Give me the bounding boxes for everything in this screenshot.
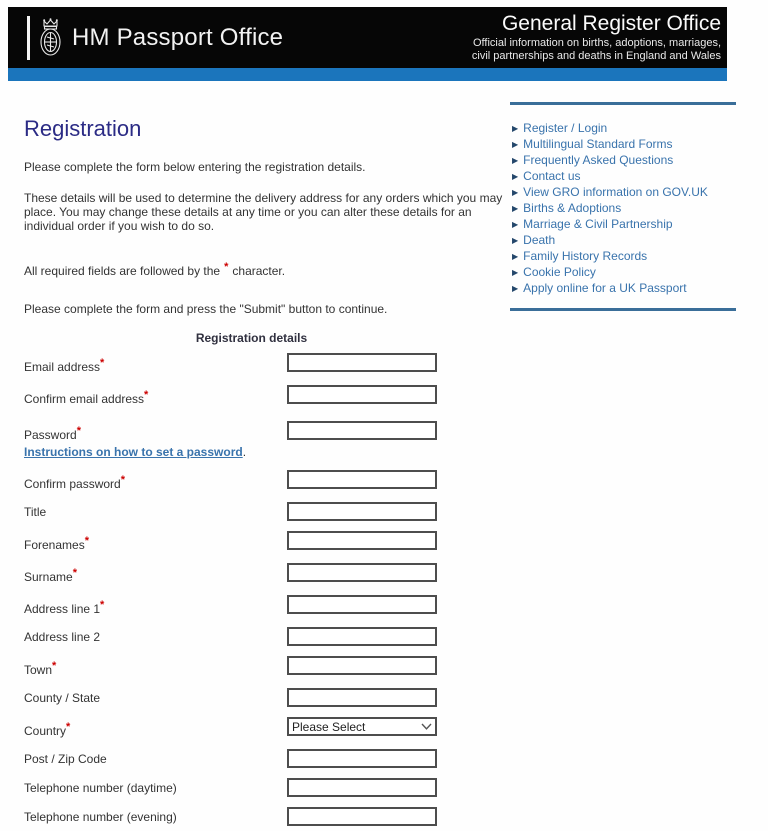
gro-subtitle-line2: civil partnerships and deaths in England and Wales (471, 49, 721, 62)
required-asterisk: * (224, 261, 229, 273)
field-label-text: Confirm password (24, 477, 121, 491)
field-label-text: Telephone number (daytime) (24, 781, 177, 795)
sidebar-links (512, 121, 736, 297)
post-zip-code-input[interactable] (287, 749, 437, 768)
field-label-address-line-1 (24, 595, 287, 617)
field-label-title (24, 502, 287, 520)
sidebar-link[interactable]: Register / Login (523, 121, 608, 135)
required-asterisk: * (52, 660, 57, 672)
form-section-title: Registration details (195, 331, 308, 345)
form-row-telephone-daytime (24, 778, 437, 797)
gro-title: General Register Office (501, 12, 721, 35)
title-input[interactable] (287, 502, 437, 521)
registration-form (24, 331, 437, 831)
sidebar-link-item[interactable] (512, 265, 736, 281)
field-label-town (24, 656, 287, 678)
form-row-confirm-email-address (24, 385, 437, 407)
field-label-text: Town (24, 663, 53, 677)
sidebar-link[interactable]: Births & Adoptions (523, 201, 622, 215)
sidebar-link-item[interactable] (512, 137, 736, 153)
sidebar-link-item[interactable] (512, 217, 736, 233)
form-rows (24, 353, 437, 826)
form-row-password (24, 421, 437, 460)
required-asterisk: * (144, 389, 149, 401)
form-row-email-address (24, 353, 437, 375)
required-asterisk: * (76, 425, 81, 437)
sidebar-link-item[interactable] (512, 233, 736, 249)
confirm-email-address-input[interactable] (287, 385, 437, 404)
form-row-title (24, 502, 437, 521)
field-label-text: Title (24, 505, 47, 519)
arrow-bullet-icon: ▶ (512, 204, 519, 213)
form-row-surname (24, 563, 437, 585)
arrow-bullet-icon: ▶ (512, 252, 519, 261)
sidebar-link[interactable]: Contact us (523, 169, 581, 183)
field-label-password (24, 421, 287, 460)
country-select-element[interactable] (287, 717, 437, 736)
required-note-suffix: character. (232, 264, 286, 278)
address-line-2-input[interactable] (287, 627, 437, 646)
confirm-password-input[interactable] (287, 470, 437, 489)
field-label-text: Country (24, 724, 67, 738)
required-note-prefix: All required fields are followed by the (24, 264, 221, 278)
field-label-text: Password (24, 428, 77, 442)
sidebar (510, 102, 736, 311)
header (8, 7, 727, 68)
telephone-daytime-input[interactable] (287, 778, 437, 797)
gro-subtitle-line1: Official information on births, adoptions, marriages, (472, 37, 721, 49)
sidebar-link[interactable]: Apply online for a UK Passport (523, 281, 687, 295)
sidebar-link[interactable]: Marriage & Civil Partnership (523, 217, 673, 231)
required-asterisk: * (100, 357, 105, 369)
field-label-text: Surname (24, 570, 73, 584)
password-instructions-link[interactable]: Instructions on how to set a password (24, 445, 243, 459)
field-label-confirm-password (24, 470, 287, 492)
arrow-bullet-icon: ▶ (512, 268, 519, 277)
arrow-bullet-icon: ▶ (512, 172, 519, 181)
arrow-bullet-icon: ▶ (512, 188, 519, 197)
sidebar-link[interactable]: Cookie Policy (523, 265, 596, 279)
sidebar-link[interactable]: Family History Records (523, 249, 648, 263)
field-label-text: Email address (24, 360, 101, 374)
arrow-bullet-icon: ▶ (512, 236, 519, 245)
submit-note: Please complete the form and press the "Submit" button to continue. (24, 302, 388, 316)
sidebar-link-item[interactable] (512, 249, 736, 265)
arrow-bullet-icon: ▶ (512, 284, 519, 293)
field-label-county-state (24, 688, 287, 706)
sidebar-link-item[interactable] (512, 169, 736, 185)
header-accent-bar (8, 68, 727, 81)
arrow-bullet-icon: ▶ (512, 124, 519, 133)
logo-divider (27, 16, 30, 60)
field-label-text: Confirm email address (24, 392, 145, 406)
email-address-input[interactable] (287, 353, 437, 372)
logo-text: HM Passport Office (72, 23, 284, 51)
field-label-text: Telephone number (evening) (24, 810, 177, 824)
password-instructions-line (24, 445, 287, 460)
sidebar-link-item[interactable] (512, 201, 736, 217)
forenames-input[interactable] (287, 531, 437, 550)
field-label-post-zip-code (24, 749, 287, 767)
field-label-text: Post / Zip Code (24, 752, 107, 766)
field-label-text: Address line 1 (24, 602, 101, 616)
field-label-text: County / State (24, 691, 101, 705)
intro-paragraph-1: Please complete the form below entering the registration details. (24, 160, 366, 174)
required-asterisk: * (120, 474, 125, 486)
field-label-address-line-2 (24, 627, 287, 645)
required-asterisk: * (100, 599, 105, 611)
arrow-bullet-icon: ▶ (512, 156, 519, 165)
password-input[interactable] (287, 421, 437, 440)
sidebar-link-item[interactable] (512, 281, 736, 297)
main-content (24, 116, 508, 316)
required-fields-note (24, 260, 508, 278)
sidebar-link-item[interactable] (512, 153, 736, 169)
sidebar-link[interactable]: Death (523, 233, 556, 247)
required-asterisk: * (72, 567, 77, 579)
field-label-telephone-evening (24, 807, 287, 825)
page-title: Registration (24, 116, 142, 141)
form-row-address-line-1 (24, 595, 437, 617)
field-label-text: Forenames (24, 538, 85, 552)
required-asterisk: * (84, 535, 89, 547)
form-row-town (24, 656, 437, 678)
intro-paragraph-2: These details will be used to determine the delivery address for any orders which you may place. You may change these details at any time or you can alter these details for an individual order if you wish to do so. (24, 191, 503, 233)
form-row-telephone-evening (24, 807, 437, 826)
sublink-period: . (242, 445, 247, 459)
sidebar-link[interactable]: View GRO information on GOV.UK (523, 185, 708, 199)
gro-title-block (472, 13, 721, 62)
field-label-forenames (24, 531, 287, 553)
royal-crest-icon (38, 17, 63, 59)
sidebar-link[interactable]: Multilingual Standard Forms (523, 137, 673, 151)
form-row-address-line-2 (24, 627, 437, 646)
field-label-surname (24, 563, 287, 585)
sidebar-link[interactable]: Frequently Asked Questions (523, 153, 674, 167)
country-select[interactable] (287, 717, 437, 736)
field-label-confirm-email-address (24, 385, 287, 407)
arrow-bullet-icon: ▶ (512, 140, 519, 149)
field-label-text: Address line 2 (24, 630, 101, 644)
surname-input[interactable] (287, 563, 437, 582)
form-row-forenames (24, 531, 437, 553)
form-row-county-state (24, 688, 437, 707)
form-row-confirm-password (24, 470, 437, 492)
required-asterisk: * (66, 721, 71, 733)
town-input[interactable] (287, 656, 437, 675)
sidebar-link-item[interactable] (512, 121, 736, 137)
form-row-country (24, 717, 437, 739)
county-state-input[interactable] (287, 688, 437, 707)
address-line-1-input[interactable] (287, 595, 437, 614)
hm-passport-office-logo (27, 16, 283, 60)
field-label-country (24, 717, 287, 739)
field-label-telephone-daytime (24, 778, 287, 796)
field-label-email-address (24, 353, 287, 375)
sidebar-link-item[interactable] (512, 185, 736, 201)
form-row-post-zip-code (24, 749, 437, 768)
telephone-evening-input[interactable] (287, 807, 437, 826)
arrow-bullet-icon: ▶ (512, 220, 519, 229)
